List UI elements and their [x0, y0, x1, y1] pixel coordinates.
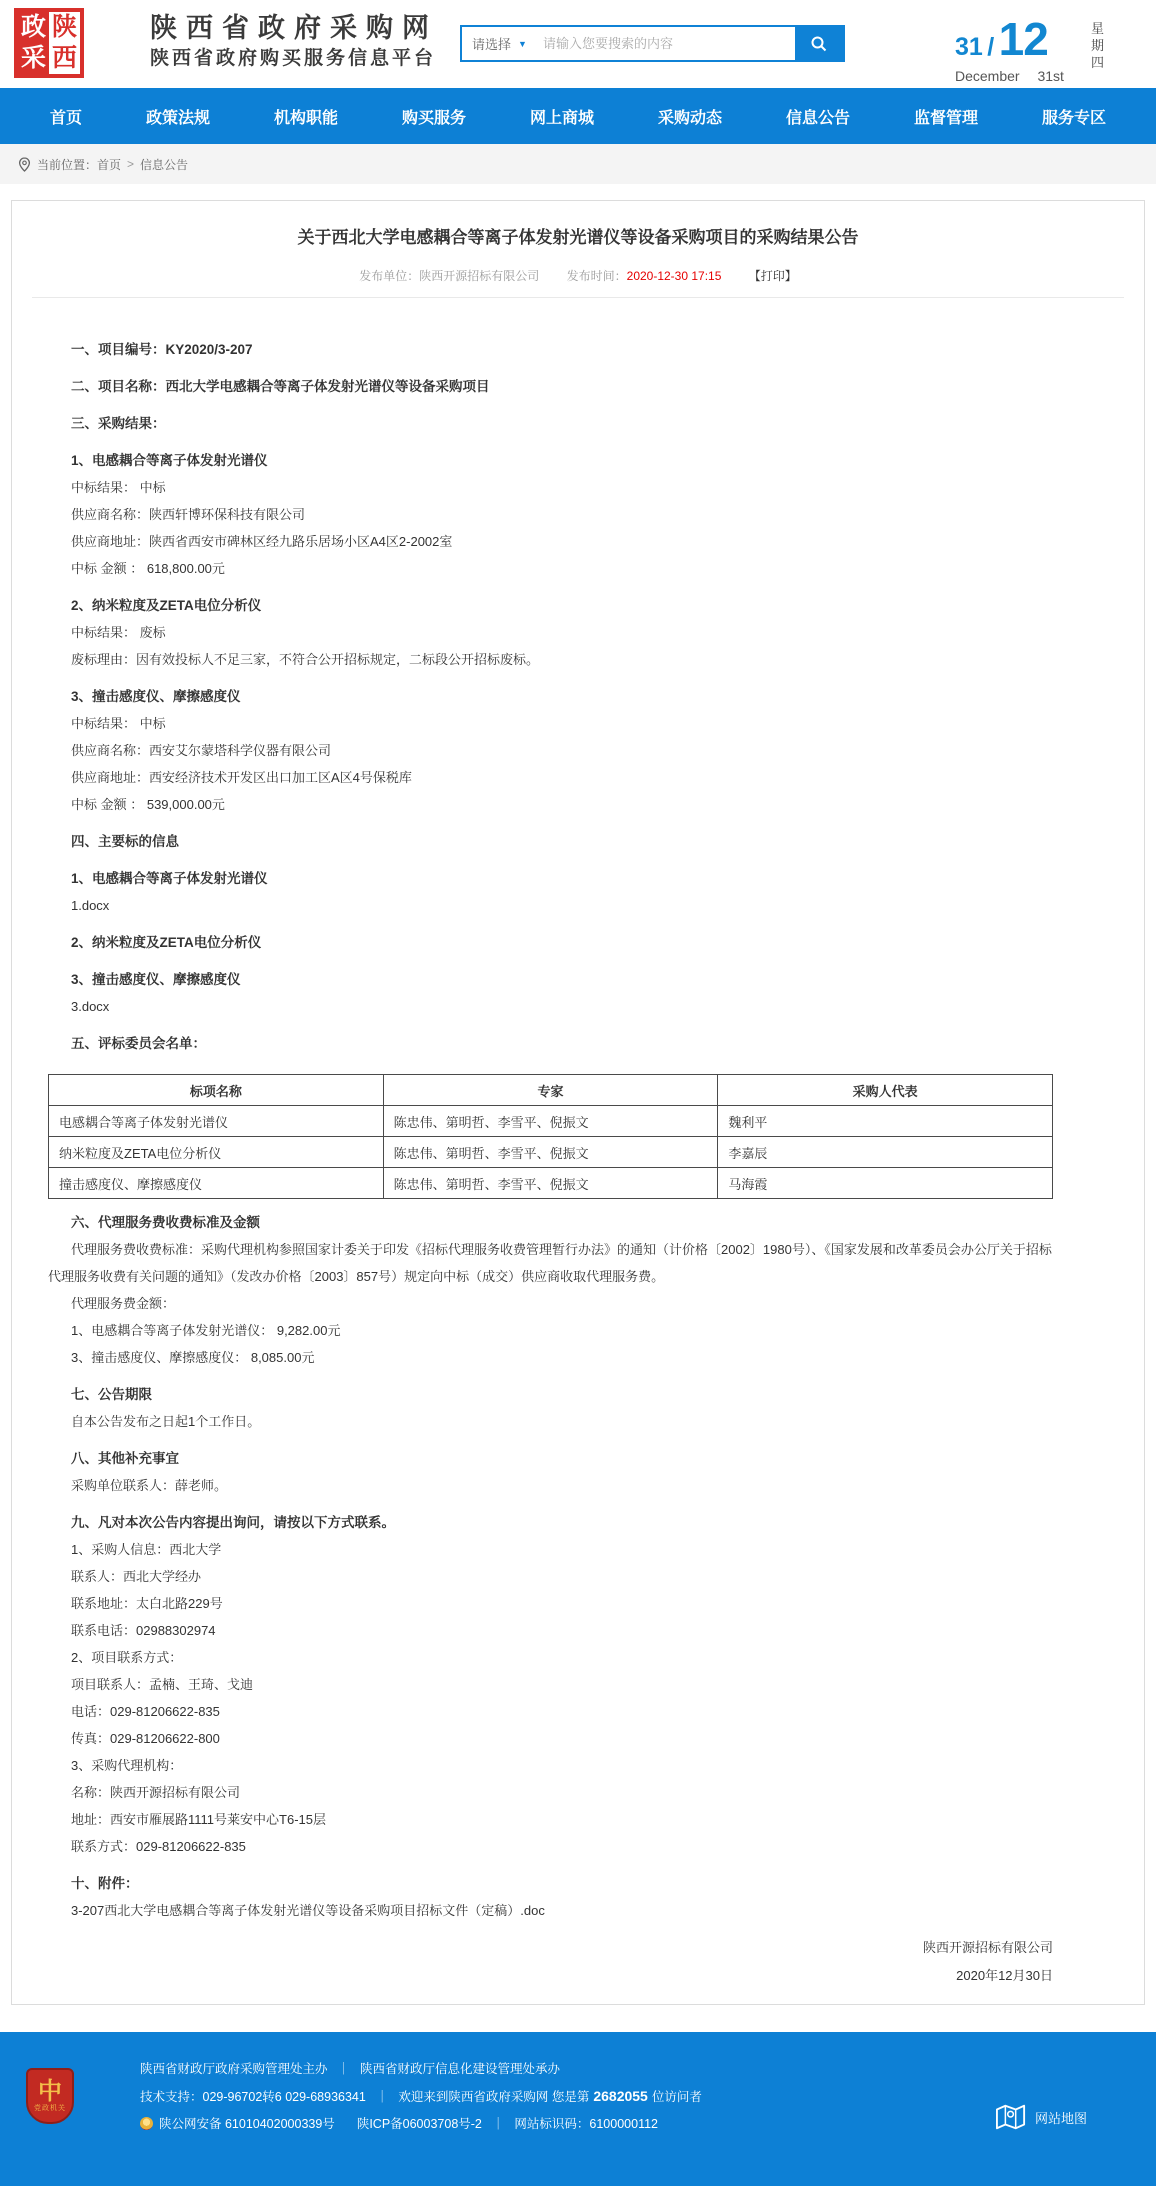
weekday-char: 四	[1090, 55, 1104, 70]
nav-item-9[interactable]: 服务专区	[1041, 109, 1106, 127]
section-heading: 六、代理服务费收费标准及金额	[71, 1215, 260, 1230]
article-body	[12, 298, 1144, 1990]
publish-time-label: 发布时间：	[566, 269, 627, 283]
sitemap-link[interactable]	[995, 2102, 1087, 2132]
paragraph: 联系地址：太白北路229号	[71, 1596, 223, 1611]
paragraph: 中标 金额 ： 618,800.00元	[71, 561, 225, 576]
paragraph: 3、撞击感度仪、摩擦感度仪： 8,085.00元	[71, 1350, 315, 1365]
location-pin-icon	[18, 157, 31, 172]
paragraph: 中标结果： 中标	[71, 716, 166, 731]
paragraph: 自本公告发布之日起1个工作日。	[71, 1414, 261, 1429]
article-meta	[32, 267, 1124, 298]
section-heading: 3、撞击感度仪、摩擦感度仪	[71, 689, 241, 704]
paragraph: 联系电话：02988302974	[71, 1623, 216, 1638]
section-heading: 1、电感耦合等离子体发射光谱仪	[71, 453, 268, 468]
section-heading: 2、纳米粒度及ZETA电位分析仪	[71, 598, 262, 613]
table-cell: 陈忠伟、第明哲、李雪平、倪振文	[383, 1137, 718, 1168]
paragraph: 联系方式：029-81206622-835	[71, 1839, 246, 1854]
weekday-char: 期	[1090, 38, 1104, 53]
section-heading: 九、凡对本次公告内容提出询问，请按以下方式联系。	[71, 1515, 395, 1530]
page-footer	[0, 2032, 1156, 2186]
nav-item-7[interactable]: 信息公告	[785, 109, 850, 127]
section-heading: 五、评标委员会名单：	[71, 1036, 206, 1051]
paragraph: 项目联系人：孟楠、王琦、戈迪	[71, 1677, 254, 1692]
table-row	[49, 1168, 1053, 1199]
print-button[interactable]: 【打印】	[748, 269, 797, 283]
nav-item-5[interactable]: 网上商城	[529, 109, 594, 127]
footer-separator: ｜	[491, 2117, 505, 2131]
paragraph: 供应商地址：陕西省西安市碑林区经九路乐居场小区A4区2-2002室	[71, 534, 453, 549]
date-widget	[955, 12, 1145, 84]
paragraph: 名称：陕西开源招标有限公司	[71, 1785, 241, 1800]
breadcrumb	[0, 144, 1156, 184]
date-separator: /	[987, 33, 995, 61]
table-cell: 纳米粒度及ZETA电位分析仪	[49, 1137, 384, 1168]
table-cell: 魏利平	[718, 1106, 1053, 1137]
footer-line-organizers	[140, 2056, 840, 2083]
footer-text	[140, 2056, 840, 2138]
site-subtitle: 陕西省政府购买服务信息平台	[150, 48, 437, 69]
paragraph: 供应商名称：西安艾尔蒙塔科学仪器有限公司	[71, 743, 332, 758]
announcement-card	[11, 200, 1145, 2005]
table-cell: 李嘉辰	[718, 1137, 1053, 1168]
footer-separator: ｜	[375, 2090, 389, 2104]
footer-separator: ｜	[337, 2062, 351, 2076]
footer-welcome-suffix: 位访问者	[651, 2090, 702, 2104]
paragraph: 中标 金额 ： 539,000.00元	[71, 797, 225, 812]
section-heading: 三、采购结果：	[71, 416, 166, 431]
paragraph: 代理服务费金额：	[71, 1296, 176, 1311]
breadcrumb-prefix: 当前位置：	[37, 157, 98, 172]
table-row	[49, 1137, 1053, 1168]
paragraph: 废标理由：因有效投标人不足三家，不符合公开招标规定，二标段公开招标废标。	[71, 652, 540, 667]
paragraph: 1、采购人信息：西北大学	[71, 1542, 222, 1557]
footer-tech-support: 技术支持：029-96702转6 029-68936341	[140, 2090, 366, 2104]
date-day: 31	[955, 33, 983, 61]
paragraph: 中标结果： 废标	[71, 625, 166, 640]
section-heading: 八、其他补充事宜	[71, 1451, 179, 1466]
paragraph: 采购单位联系人：薛老师。	[71, 1478, 228, 1493]
chevron-down-icon: ▼	[518, 38, 527, 49]
section-heading: 十、附件：	[71, 1876, 139, 1891]
footer-welcome: 欢迎来到陕西省政府采购网 您是第	[398, 2090, 590, 2104]
table-row	[49, 1106, 1053, 1137]
table-cell: 撞击感度仪、摩擦感度仪	[49, 1168, 384, 1199]
footer-line-support	[140, 2083, 840, 2111]
date-weekday	[1090, 20, 1105, 71]
logo-char: 西	[49, 43, 80, 74]
site-identification-code: 网站标识码：6100000112	[514, 2117, 658, 2131]
icp-beian-number[interactable]: 陕ICP备06003708号-2	[356, 2117, 482, 2131]
paragraph: 代理服务费收费标准：采购代理机构参照国家计委关于印发《招标代理服务收费管理暂行办法》的通知（计价格〔2002〕1980号）、《国家发展和改革委员会办公厅关于招标代理服务收费有关问题的通知》（发改办价格〔2003〕857号）规定向中标（成交）供应商收取代理服务费。	[48, 1242, 1052, 1284]
logo-char: 政	[18, 12, 49, 43]
search-category-select[interactable]	[462, 27, 535, 60]
nav-item-2[interactable]: 政策法规	[145, 109, 210, 127]
section-heading: 二、项目名称：西北大学电感耦合等离子体发射光谱仪等设备采购项目	[71, 379, 490, 394]
search-input[interactable]	[535, 27, 795, 60]
logo-char: 采	[18, 43, 49, 74]
paragraph: 3、采购代理机构：	[71, 1758, 183, 1773]
paragraph: 电话：029-81206622-835	[71, 1704, 220, 1719]
committee-table	[48, 1074, 1053, 1199]
search-icon	[810, 35, 828, 53]
breadcrumb-separator: >	[127, 157, 135, 171]
publish-time-value: 2020-12-30 17:15	[626, 269, 722, 283]
date-month: 12	[998, 13, 1048, 65]
section-heading: 3、撞击感度仪、摩擦感度仪	[71, 972, 241, 987]
table-header-row	[49, 1075, 1053, 1106]
weekday-char: 星	[1090, 21, 1104, 36]
table-cell: 电感耦合等离子体发射光谱仪	[49, 1106, 384, 1137]
publisher-value: 陕西开源招标有限公司	[419, 269, 540, 283]
logo-char: 陕	[49, 12, 80, 43]
paragraph: 地址：西安市雁展路1111号莱安中心T6-15层	[71, 1812, 326, 1827]
attachment-link[interactable]: 1.docx	[71, 898, 110, 913]
footer-co-organizer: 陕西省财政厅信息化建设管理处承办	[360, 2062, 561, 2076]
nav-item-1[interactable]: 首页	[49, 109, 82, 127]
date-month-name: December	[955, 68, 1020, 84]
nav-item-4[interactable]: 购买服务	[401, 109, 466, 127]
police-beian-number[interactable]: 陕公网安备 61010402000339号	[159, 2117, 335, 2131]
visitor-count: 2682055	[593, 2088, 648, 2104]
map-icon	[995, 2102, 1027, 2132]
search-button[interactable]	[795, 27, 843, 60]
attachment-link[interactable]: 3-207西北大学电感耦合等离子体发射光谱仪等设备采购项目招标文件（定稿）.doc	[71, 1903, 545, 1918]
paragraph: 1、电感耦合等离子体发射光谱仪： 9,282.00元	[71, 1323, 341, 1338]
site-logo	[14, 8, 84, 78]
nav-item-6[interactable]: 采购动态	[657, 109, 722, 127]
page-title: 关于西北大学电感耦合等离子体发射光谱仪等设备采购项目的采购结果公告	[297, 228, 859, 247]
table-cell: 马海霞	[718, 1168, 1053, 1199]
paragraph: 传真：029-81206622-800	[71, 1731, 220, 1746]
signature-date: 2020年12月30日	[956, 1968, 1053, 1983]
footer-organizer: 陕西省财政厅政府采购管理处主办	[140, 2062, 328, 2076]
nav-item-8[interactable]: 监督管理	[913, 109, 978, 127]
section-heading: 一、项目编号：KY2020/3-207	[71, 342, 253, 357]
search-bar	[460, 25, 845, 62]
table-cell: 陈忠伟、第明哲、李雪平、倪振文	[383, 1168, 718, 1199]
government-emblem-icon	[26, 2068, 74, 2124]
table-header-cell: 采购人代表	[718, 1075, 1053, 1106]
police-badge-icon	[140, 2117, 153, 2130]
date-day-ordinal: 31st	[1037, 68, 1064, 84]
attachment-link[interactable]: 3.docx	[71, 999, 110, 1014]
table-header-cell: 标项名称	[49, 1075, 384, 1106]
section-heading: 2、纳米粒度及ZETA电位分析仪	[71, 935, 262, 950]
signature-company: 陕西开源招标有限公司	[922, 1940, 1053, 1955]
emblem-mark: 中	[38, 2077, 62, 2105]
paragraph: 供应商地址：西安经济技术开发区出口加工区A区4号保税库	[71, 770, 412, 785]
footer-line-beian	[140, 2111, 840, 2138]
nav-item-3[interactable]: 机构职能	[273, 109, 338, 127]
section-heading: 1、电感耦合等离子体发射光谱仪	[71, 871, 268, 886]
breadcrumb-home-link[interactable]: 首页	[97, 157, 122, 172]
paragraph: 2、项目联系方式：	[71, 1650, 183, 1665]
paragraph: 联系人：西北大学经办	[71, 1569, 202, 1584]
table-header-cell: 专家	[383, 1075, 718, 1106]
search-select-label: 请选择	[472, 37, 512, 52]
paragraph: 中标结果： 中标	[71, 480, 166, 495]
paragraph: 供应商名称：陕西轩博环保科技有限公司	[71, 507, 306, 522]
publisher-label: 发布单位：	[359, 269, 420, 283]
section-heading: 四、主要标的信息	[71, 834, 179, 849]
table-cell: 陈忠伟、第明哲、李雪平、倪振文	[383, 1106, 718, 1137]
site-title: 陕西省政府采购网	[150, 13, 438, 43]
nav	[0, 88, 1156, 144]
emblem-label: 党政机关	[34, 2104, 66, 2112]
breadcrumb-current: 信息公告	[140, 157, 189, 172]
section-heading: 七、公告期限	[71, 1387, 152, 1402]
sitemap-label: 网站地图	[1035, 2110, 1088, 2126]
page-header	[0, 0, 1156, 88]
